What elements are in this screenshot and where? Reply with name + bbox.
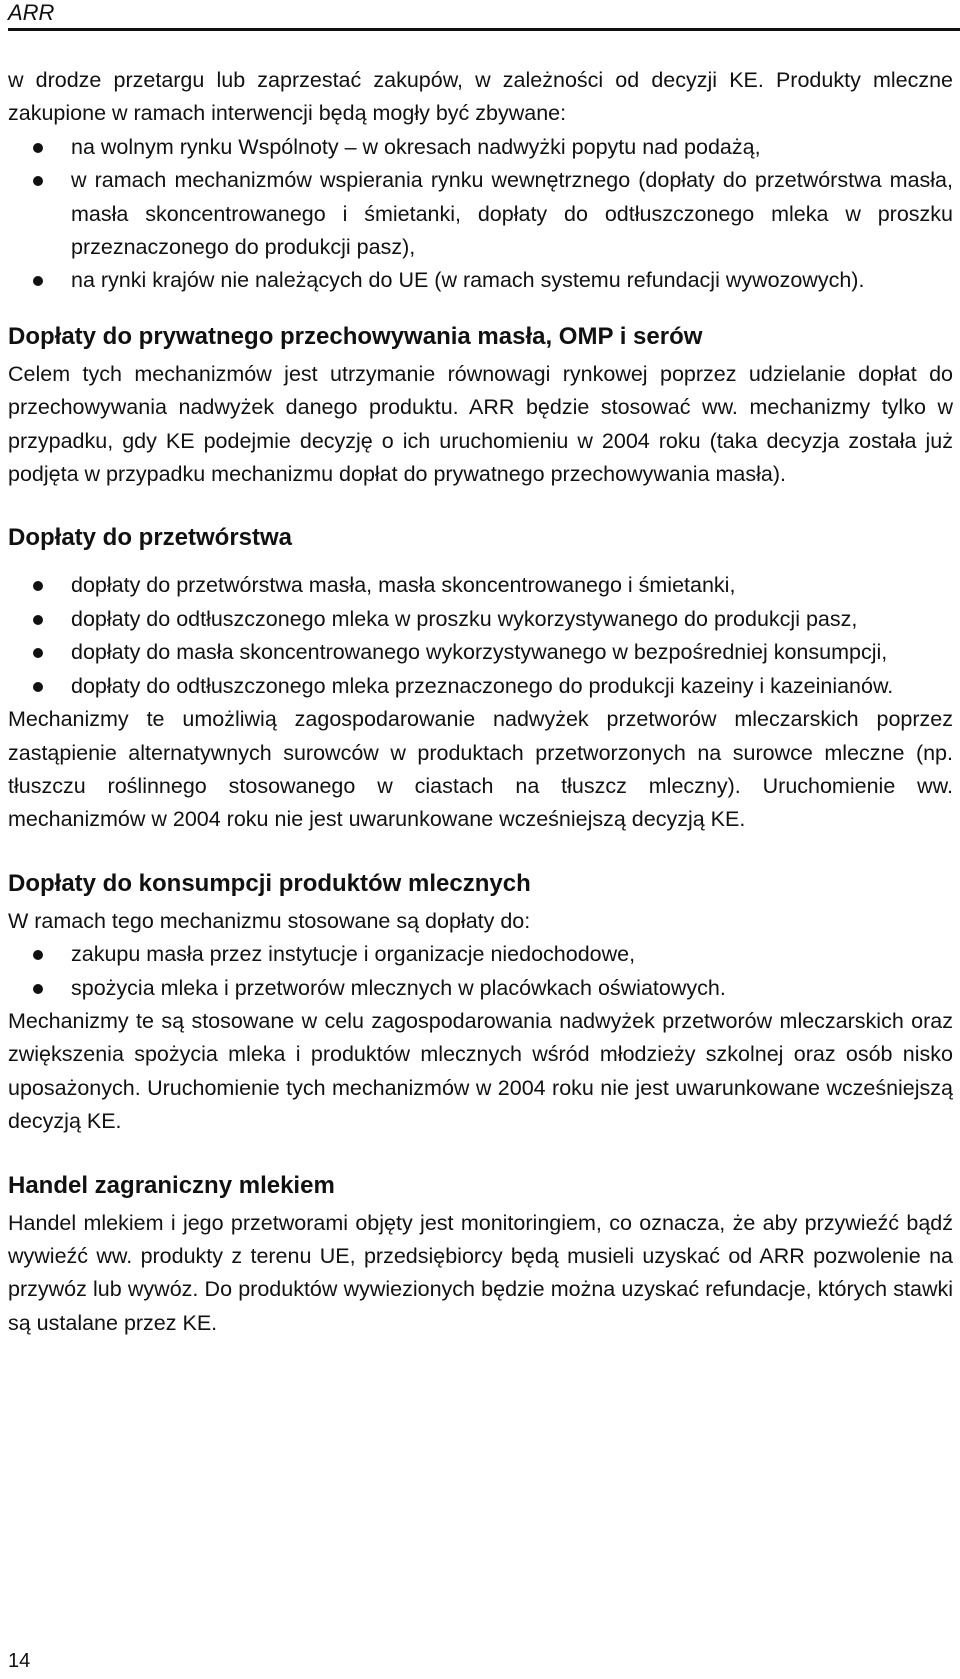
list-item: dopłaty do masła skoncentrowanego wykorzystywanego w bezpośredniej konsumpcji, xyxy=(8,636,953,669)
processing-paragraph: Mechanizmy te umożliwią zagospodarowanie nadwyżek przetworów mleczarskich poprzez zastąpienie alternatywnych surowców w produktach przetworzonych na surowce mleczne (np. tłuszczu roślinnego stosowanego w ciastach na tłuszcz mleczny). Uruchomienie ww. mechanizmów w 2004 roku nie jest uwarunkowane wcześniejszą decyzją KE. xyxy=(8,707,953,832)
list-item: na wolnym rynku Wspólnoty – w okresach nadwyżki popytu nad podażą, xyxy=(8,131,953,164)
list-item: na rynki krajów nie należących do UE (w ramach systemu refundacji wywozowych). xyxy=(8,264,953,297)
list-item: dopłaty do przetwórstwa masła, masła skoncentrowanego i śmietanki, xyxy=(8,569,953,602)
trade-paragraph: Handel mlekiem i jego przetworami objęty jest monitoringiem, co oznacza, że aby przywieźć bądź wywieźć ww. produkty z terenu UE, przedsiębiorcy będą musieli uzyskać od ARR pozwolenie na przywóz lub wywóz. Do produktów wywiezionych będzie można uzyskać refundacje, których stawki są ustalane przez KE. xyxy=(8,1210,953,1335)
header-divider xyxy=(8,28,960,31)
continuation-bullet-list xyxy=(8,131,953,298)
section-heading-storage: Dopłaty do prywatnego przechowywania masła, OMP i serów xyxy=(8,322,703,350)
section-heading-consumption: Dopłaty do konsumpcji produktów mlecznych xyxy=(8,869,531,897)
consumption-intro: W ramach tego mechanizmu stosowane są dopłaty do: xyxy=(8,908,531,933)
list-item: dopłaty do odtłuszczonego mleka w proszku wykorzystywanego do produkcji pasz, xyxy=(8,603,953,636)
page-number: 14 xyxy=(8,1650,31,1672)
list-item: spożycia mleka i przetworów mlecznych w placówkach oświatowych. xyxy=(8,972,953,1005)
storage-paragraph: Celem tych mechanizmów jest utrzymanie równowagi rynkowej poprzez udzielanie dopłat do przechowywania nadwyżek danego produktu. ARR będzie stosować ww. mechanizmy tylko w przypadku, gdy KE podejmie decyzję o ich uruchomieniu w 2004 roku (taka decyzja została już podjęta w przypadku mechanizmu dopłat do prywatnego przechowywania masła). xyxy=(8,361,953,487)
section-heading-processing: Dopłaty do przetwórstwa xyxy=(8,524,293,552)
running-header-title: ARR xyxy=(8,0,55,25)
list-item: w ramach mechanizmów wspierania rynku wewnętrznego (dopłaty do przetwórstwa masła, masła skoncentrowanego i śmietanki, dopłaty do odtłuszczonego mleka w proszku przeznaczonego do produkcji pasz), xyxy=(8,164,953,264)
processing-bullet-list xyxy=(8,569,953,703)
list-item: dopłaty do odtłuszczonego mleka przeznaczonego do produkcji kazeiny i kazeinianów. xyxy=(8,670,953,703)
section-heading-trade: Handel zagraniczny mlekiem xyxy=(8,1171,335,1199)
consumption-bullet-list xyxy=(8,938,953,1005)
list-item: zakupu masła przez instytucje i organizacje niedochodowe, xyxy=(8,938,953,971)
continuation-paragraph: w drodze przetargu lub zaprzestać zakupów, w zależności od decyzji KE. Produkty mleczne zakupione w ramach interwencji będą mogły być zbywane: xyxy=(8,68,953,126)
consumption-paragraph: Mechanizmy te są stosowane w celu zagospodarowania nadwyżek przetworów mleczarskich oraz zwiększenia spożycia mleka i produktów mlecznych wśród młodzieży szkolnej oraz osób nisko uposażonych. Uruchomienie tych mechanizmów w 2004 roku nie jest uwarunkowane wcześniejszą decyzją KE. xyxy=(8,1008,953,1134)
page-content xyxy=(8,64,953,1340)
